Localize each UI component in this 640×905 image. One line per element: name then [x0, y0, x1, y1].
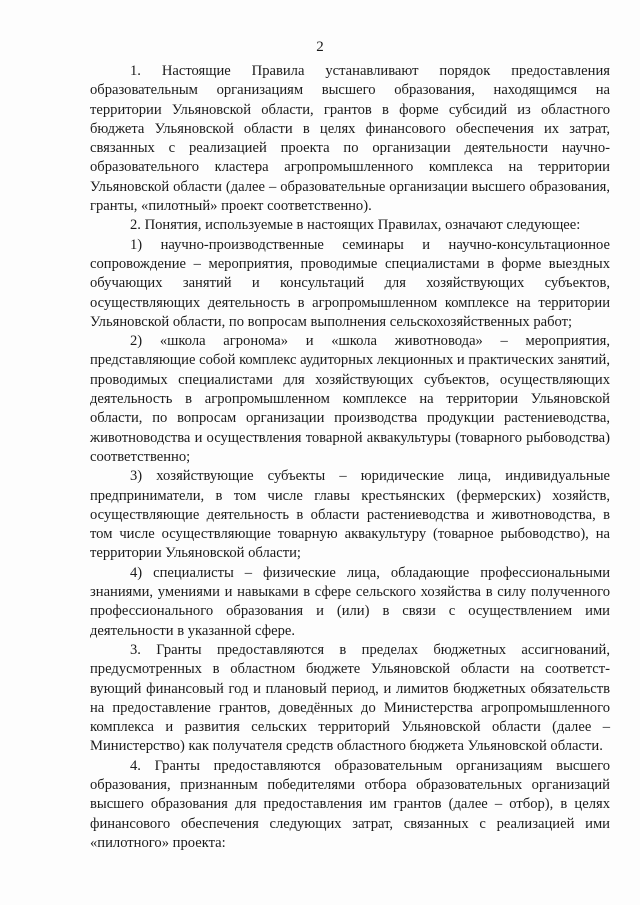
- paragraph-4-grants: 4. Гранты предоставляются образовательным организациям высшего образования, признанным победителями отбора образовательных организаций высшего образования для предоставления им грантов (далее – отбор), в целях финансового обеспечения следующих затрат, связанных с реализацией ими «пилотного» проекта:: [90, 757, 610, 851]
- document-body: [90, 62, 610, 853]
- paragraph-3-budget: 3. Гранты предоставляются в пределах бюджетных ассигнований, предусмотренных в областном бюджете Ульяновской области на соответст-вующий финансовый год и плановый период, и лимитов бюджетных обязательств на предоставление грантов, доведённых до Министерства агропромышленного комплекса и развития сельских территорий Ульяновской области (далее – Министерство) как получателя средств областного бюджета Ульяновской области.: [90, 641, 610, 755]
- definition-specialists: 4) специалисты – физические лица, обладающие профессиональными знаниями, умениями и навыками в сфере сельского хозяйства в силу полученного профессионального образования и (или) в связи с осуществлением ими деятельности в указанной сфере.: [90, 564, 610, 639]
- paragraph-1-scope: 1. Настоящие Правила устанавливают порядок предоставления образовательным организациям высшего образования, находящимся на территории Ульяновской области, грантов в форме субсидий из областного бюджета Ульяновской области в целях финансового обеспечения их затрат, связанных с реализацией проекта по организации деятельности научно-образовательного кластера агропромышленного комплекса на территории Ульяновской области (далее – образовательные организации высшего образования, гранты, «пилотный» проект соответственно).: [90, 63, 610, 215]
- page-number: 2: [316, 39, 324, 55]
- definition-seminars: 1) научно-производственные семинары и научно-консультационное сопровождение – мероприятия, проводимые специалистами в форме выездных обучающих занятий и консультаций для хозяйствующих субъектов, осуществляющих деятельность в агропромышленном комплексе на территории Ульяновской области, по вопросам выполнения сельскохозяйственных работ;: [90, 236, 610, 330]
- paragraph-2-definitions-intro: 2. Понятия, используемые в настоящих Правилах, означают следующее:: [130, 217, 581, 234]
- definition-economic-entities: 3) хозяйствующие субъекты – юридические лица, индивидуальные предприниматели, в том числе главы крестьянских (фермерских) хозяйств, осуществляющие деятельность в области растениеводства и животноводства, в том числе осуществляющие товарную аквакультуру (товарное рыбоводство), на территории Ульяновской области;: [90, 468, 610, 562]
- definition-schools: 2) «школа агронома» и «школа животновода» – мероприятия, представляющие собой комплекс аудиторных лекционных и практических занятий, проводимых специалистами для хозяйствующих субъектов, осуществляющих деятельность в агропромышленном комплексе на территории Ульяновской области, по вопросам организации производства продукции растениеводства, животноводства и осуществления товарной аквакультуры (товарного рыбоводства) соответственно;: [90, 333, 610, 465]
